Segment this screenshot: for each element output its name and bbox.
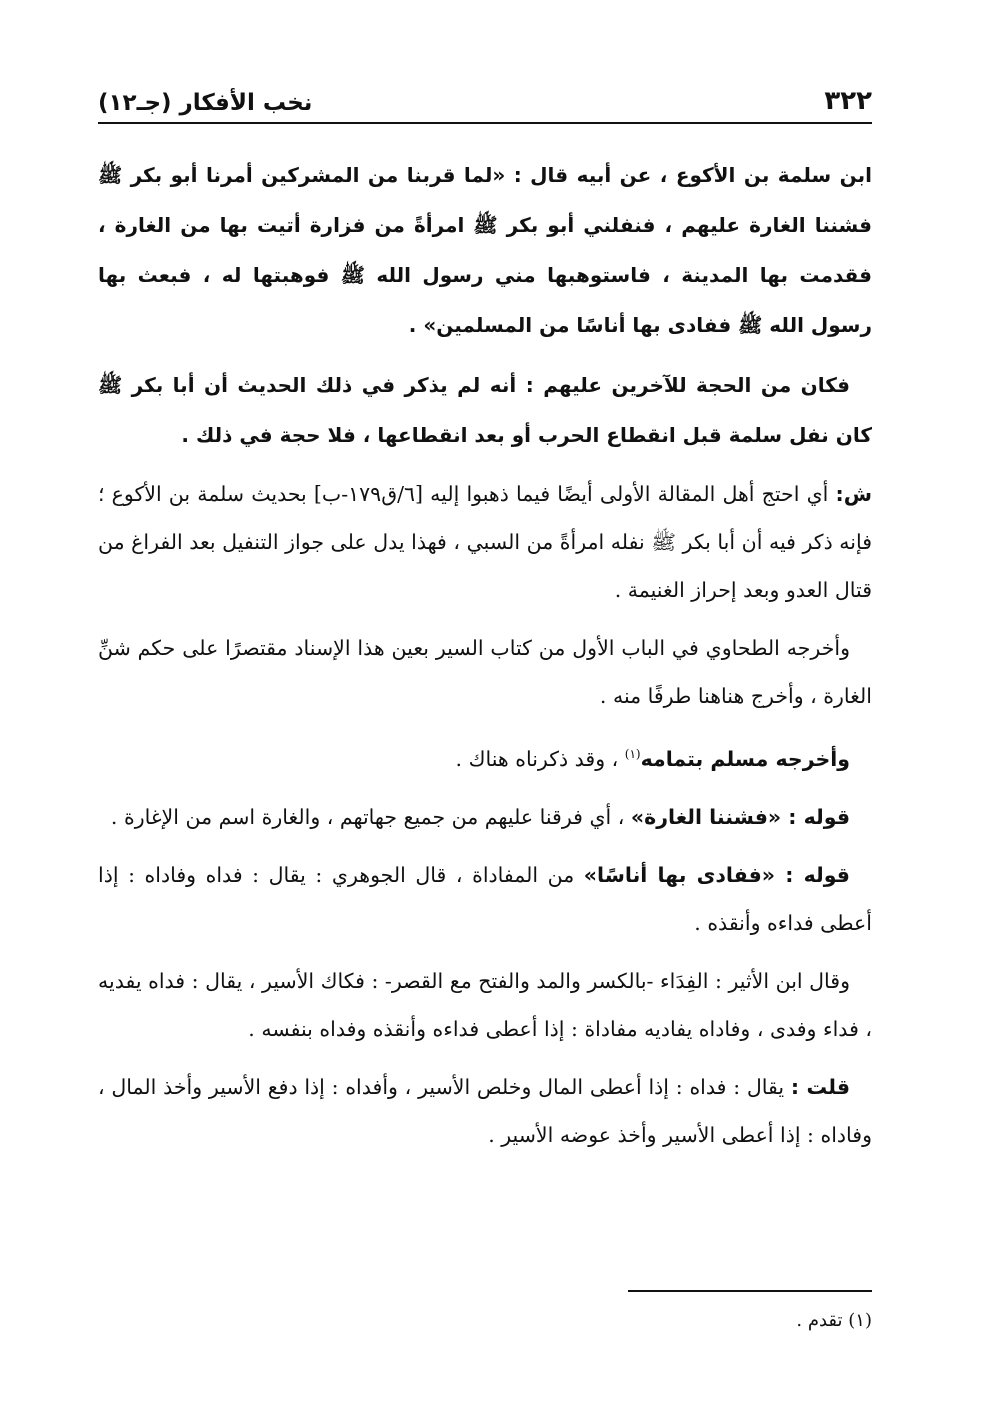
- commentary-text: أي احتج أهل المقالة الأولى أيضًا فيما ذهبوا إليه [٦/ق١٧٩-ب] بحديث سلمة بن الأكوع ؛ فإنه ذكر فيه أن أبا بكر ﷺ نفله امرأةً من السبي ، فهذا يدل على جواز التنفيل بعد الفراغ من قتال العدو وبعد إحراز الغنيمة .: [98, 482, 872, 602]
- hadith-paragraph: [98, 150, 872, 350]
- takhrij-text: وأخرجه الطحاوي في الباب الأول من كتاب السير بعين هذا الإسناد مقتصرًا على حكم شنِّ الغارة ، وأخرج هناهنا طرفًا منه .: [98, 636, 872, 708]
- page-header: [98, 78, 872, 124]
- argument-paragraph: [98, 360, 872, 460]
- ibn-athir-text: وقال ابن الأثير : الفِدَاء -بالكسر والمد والفتح مع القصر- : فكاك الأسير ، يقال : فداه يفديه ، فداء وفدى ، وفاداه يفاديه مفاداة : إذا أعطى فداءه وأنقذه وفداه بنفسه .: [98, 968, 872, 1041]
- footnote-ref[interactable]: (١): [624, 747, 641, 761]
- ibn-athir-paragraph: [98, 957, 872, 1053]
- commentary-lead: ش:: [835, 482, 872, 506]
- page-number: ٣٢٢: [824, 86, 872, 116]
- main-text: [98, 150, 872, 1169]
- muslim-text: ، وقد ذكرناه هناك .: [455, 746, 619, 771]
- commentary-paragraph: [98, 470, 872, 614]
- explanation-text-2: من المفاداة ، قال الجوهري : يقال : فداه وفاداه : إذا أعطى فداءه وأنقذه .: [98, 862, 872, 935]
- explanation-paragraph-2: [98, 851, 872, 947]
- takhrij-paragraph: [98, 624, 872, 720]
- hadith-text: ابن سلمة بن الأكوع ، عن أبيه قال : «لما قربنا من المشركين أمرنا أبو بكر ﷺ فشننا الغارة عليهم ، فنفلني أبو بكر ﷺ امرأةً من فزارة أتيت بها من الغارة ، فقدمت بها المدينة ، فاستوهبها مني رسول الله ﷺ فوهبتها له ، فبعث بها رسول الله ﷺ ففادى بها أناسًا من المسلمين» .: [98, 163, 872, 337]
- explanation-paragraph-1: [98, 793, 872, 841]
- running-title: نخب الأفكار (جـ١٢): [98, 90, 313, 116]
- muslim-paragraph: [98, 730, 872, 783]
- argument-text: فكان من الحجة للآخرين عليهم : أنه لم يذكر في ذلك الحديث أن أبا بكر ﷺ كان نفل سلمة قبل انقطاع الحرب أو بعد انقطاعها ، فلا حجة في ذلك .: [98, 373, 872, 447]
- qultu-paragraph: [98, 1063, 872, 1159]
- explanation-lead-2: قوله : «ففادى بها أناسًا»: [583, 862, 850, 887]
- footnote-divider: [628, 1290, 872, 1292]
- qultu-text: يقال : فداه : إذا أعطى المال وخلص الأسير ، وأفداه : إذا دفع الأسير وأخذ المال ، وفاداه : إذا أعطى الأسير وأخذ عوضه الأسير .: [98, 1074, 872, 1147]
- explanation-text-1: ، أي فرقنا عليهم من جميع جهاتهم ، والغارة اسم من الإغارة .: [110, 804, 625, 829]
- explanation-lead-1: قوله : «فشننا الغارة»: [630, 804, 850, 829]
- qultu-lead: قلت :: [790, 1074, 850, 1099]
- muslim-lead: وأخرجه مسلم بتمامه: [640, 746, 850, 771]
- footnote: (١) تقدم .: [796, 1310, 872, 1331]
